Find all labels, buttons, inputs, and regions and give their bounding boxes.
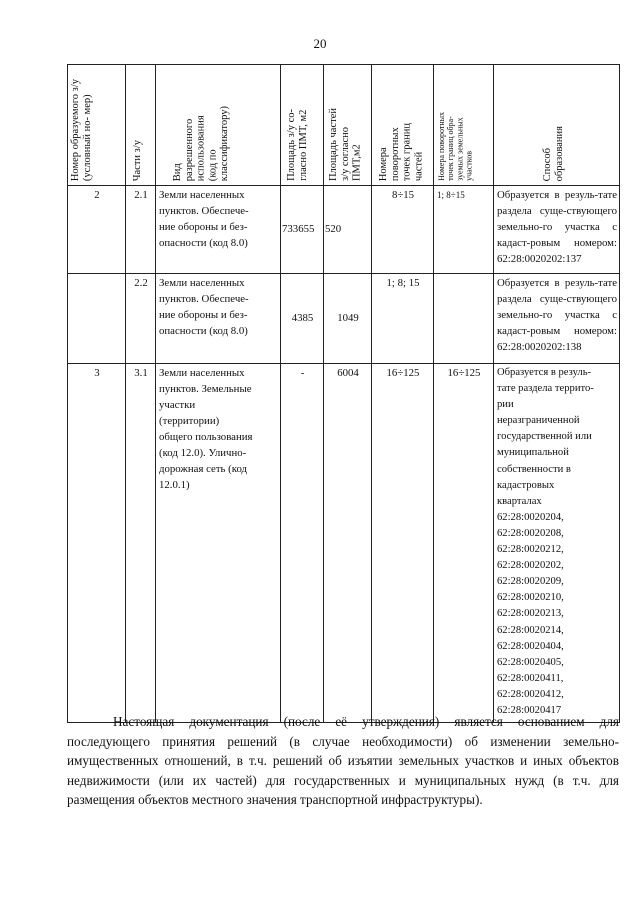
body-paragraph: Настоящая документация (после её утверждения) является основанием для последующего принятия решений (в случае необходимости) об изменении земельно-имущественных отношений, в т.ч. решений об изъятии земельных участков и иных объектов недвижимости (или их частей) для государственных и муниципальных нужд (в т.ч. для размещения объектов местного значения транспортной инфраструктуры). <box>67 714 619 808</box>
cell-use: Земли населенных пунктов. Земельные участки (территории) общего пользования (код 12.0). Улично- дорожная сеть (код 12.0.1) <box>156 364 281 723</box>
table-row <box>68 274 620 364</box>
cell-plot-number: 2 <box>68 186 126 274</box>
cell-use: Земли населенных пунктов. Обеспече- ние обороны и без- опасности (код 8.0) <box>156 274 281 364</box>
cell-plot-number <box>68 274 126 364</box>
cell-part-area: 1049 <box>324 274 372 364</box>
table-row <box>68 186 620 274</box>
cell-use: Земли населенных пунктов. Обеспече- ние обороны и без- опасности (код 8.0) <box>156 186 281 274</box>
cell-plot-number: 3 <box>68 364 126 723</box>
cell-area: 4385 <box>281 274 324 364</box>
table-header-row <box>68 65 620 186</box>
land-plots-table <box>67 64 620 723</box>
cell-area: 733655 <box>281 186 324 274</box>
cell-part-points: 1; 8; 15 <box>372 274 434 364</box>
cell-formation-method: Образуется в резуль-тате раздела суще-ствующего земельно-го участка с кадаст-ровым номером: 62:28:0020202:138 <box>494 274 620 364</box>
cell-part-area: 6004 <box>324 364 372 723</box>
cell-plot-points: 1; 8÷15 <box>434 186 494 274</box>
cell-formation-method: Образуется в резуль-тате раздела суще-ствующего земельно-го участка с кадаст-ровым номером: 62:28:0020202:137 <box>494 186 620 274</box>
cell-formation-method: Образуется в резуль- тате раздела террито- рии неразграниченной государственной или муниципальной собственности в кадастровых кварталах 62:28:0020204, 62:28:0020208, 62:28:0020212, 62:28:0020202, 62:28:0020209, 62:28:0020210, 62:28:0020213, 62:28:0020214, 62:28:0020404, 62:28:0020405, 62:28:0020411, 62:28:0020412, 62:28:0020417 <box>494 364 620 723</box>
cell-part: 2.2 <box>126 274 156 364</box>
table-row <box>68 364 620 723</box>
cell-part-points: 16÷125 <box>372 364 434 723</box>
header-plot-turning-points: Номера поворотных точек границ обра- зуемых земельных участков <box>434 65 494 186</box>
cell-plot-points <box>434 274 494 364</box>
header-parts-area: Площадь частей з/у согласно ПМТ,м2 <box>324 65 372 186</box>
header-permitted-use: Вид разрешенного использования (код по классификатору) <box>156 65 281 186</box>
header-plot-area: Площадь з/у со- гласно ПМТ, м2 <box>281 65 324 186</box>
cell-plot-points: 16÷125 <box>434 364 494 723</box>
cell-part-area: 520 <box>324 186 372 274</box>
header-formation-method: Способ образования <box>494 65 620 186</box>
header-part-turning-points: Номера поворотных точек границ частей <box>372 65 434 186</box>
cell-part-points: 8÷15 <box>372 186 434 274</box>
cell-area: - <box>281 364 324 723</box>
header-plot-number: Номер образуемого з/у (условный но- мер) <box>68 65 126 186</box>
cell-part: 3.1 <box>126 364 156 723</box>
page-number: 20 <box>313 36 327 51</box>
cell-part: 2.1 <box>126 186 156 274</box>
header-plot-parts: Части з/у <box>126 65 156 186</box>
